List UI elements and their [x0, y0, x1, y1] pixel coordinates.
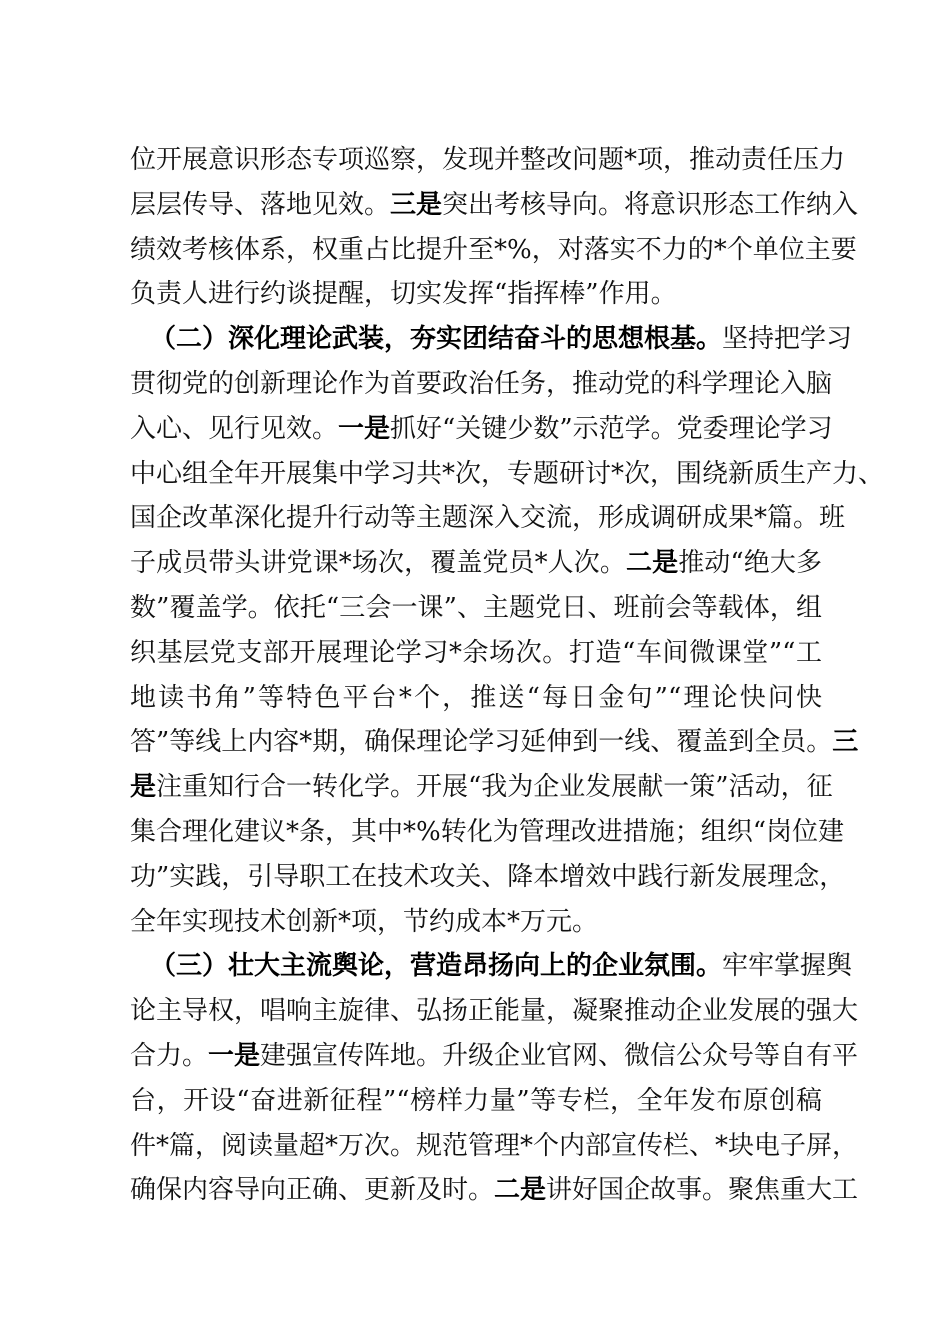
body-text: 推动“绝大多 [678, 548, 822, 579]
text-line [130, 1034, 859, 1079]
document-page [130, 138, 885, 1213]
bold-text: 是 [130, 772, 157, 803]
text-line [130, 496, 846, 541]
text-line [130, 362, 833, 407]
body-text: 注重知行合一转化学。开展“我为企业发展献一策”活动，征 [156, 772, 833, 803]
bold-text: 一是 [338, 413, 391, 444]
body-text: 中心组全年开展集中学习共*次，专题研讨*次，围绕新质生产力、 [130, 458, 885, 489]
body-text: 子成员带头讲党课*场次，覆盖党员*人次。 [130, 548, 626, 579]
bold-text: 二是 [494, 1175, 547, 1206]
paragraph [130, 317, 885, 944]
body-text: 负责人进行约谈提醒，切实发挥“指挥棒”作用。 [130, 279, 677, 310]
body-text: 绩效考核体系，权重占比提升至*%，对落实不力的*个单位主要 [130, 234, 857, 265]
body-text: 位开展意识形态专项巡察，发现并整改问题*项，推动责任压力 [130, 145, 846, 175]
text-line [130, 228, 857, 273]
text-line [130, 541, 822, 586]
text-line [130, 1124, 859, 1169]
body-text: 确保内容导向正确、更新及时。 [130, 1175, 495, 1206]
body-text: 织基层党支部开展理论学习*余场次。打造“车间微课堂”“工 [130, 637, 822, 668]
text-line [130, 676, 822, 721]
bold-text: 二是 [625, 548, 679, 579]
bold-text: 三是 [390, 189, 443, 220]
text-line [130, 452, 885, 497]
text-line [130, 900, 822, 945]
body-text: 地读书角”等特色平台*个，推送“每日金句”“理论快问快 [130, 682, 822, 713]
body-text: 建强宣传阵地。升级企业官网、微信公众号等自有平 [260, 1040, 859, 1071]
text-line [130, 407, 833, 452]
body-text: 坚持把学习 [722, 324, 853, 355]
body-text: 论主导权，唱响主旋律、弘扬正能量，凝聚推动企业发展的强大 [130, 996, 859, 1027]
text-line [130, 1168, 859, 1213]
body-text: 集合理化建议*条，其中*%转化为管理改进措施；组织“岗位建 [130, 816, 844, 847]
body-text: 抓好“关键少数”示范学。党委理论学习 [390, 413, 833, 444]
body-text: 台，开设“奋进新征程”“榜样力量”等专栏，全年发布原创稿 [130, 1085, 822, 1116]
body-text: 贯彻党的创新理论作为首要政治任务，推动党的科学理论入脑 [130, 368, 833, 399]
body-text: 数”覆盖学。依托“三会一课”、主题党日、班前会等载体，组 [130, 592, 822, 623]
text-line [130, 944, 853, 989]
body-text: 讲好国企故事。聚焦重大工 [546, 1175, 859, 1206]
paragraph [130, 944, 859, 1213]
text-line [130, 317, 853, 362]
text-line [130, 765, 833, 810]
text-line [130, 720, 859, 765]
body-text: 全年实现技术创新*项，节约成本*万元。 [130, 906, 599, 937]
body-text: 件*篇，阅读量超*万次。规范管理*个内部宣传栏、*块电子屏， [130, 1130, 859, 1161]
bold-text: （二）深化理论武装，夯实团结奋斗的思想根基。 [150, 324, 723, 355]
bold-text: （三）壮大主流舆论，营造昂扬向上的企业氛围。 [150, 951, 723, 982]
body-text: 答”等线上内容*期，确保理论学习延伸到一线、覆盖到全员。 [130, 727, 833, 758]
text-line [130, 810, 844, 855]
body-text: 突出考核导向。将意识形态工作纳入 [442, 189, 859, 220]
text-line [130, 183, 859, 228]
text-line [130, 138, 846, 183]
body-text: 入心、见行见效。 [130, 413, 339, 444]
paragraph [130, 138, 859, 317]
body-text: 层层传导、落地见效。 [130, 189, 391, 220]
text-line [130, 1079, 822, 1124]
text-line [130, 631, 822, 676]
body-text: 功”实践，引导职工在技术攻关、降本增效中践行新发展理念， [130, 861, 846, 892]
text-line [130, 586, 822, 631]
text-line [130, 989, 859, 1034]
body-text: 牢牢掌握舆 [722, 951, 853, 982]
body-text: 合力。 [130, 1040, 209, 1071]
text-line [130, 855, 846, 900]
bold-text: 一是 [208, 1040, 261, 1071]
text-line [130, 272, 822, 317]
bold-text: 三 [832, 727, 859, 758]
body-text: 国企改革深化提升行动等主题深入交流，形成调研成果*篇。班 [130, 503, 846, 534]
